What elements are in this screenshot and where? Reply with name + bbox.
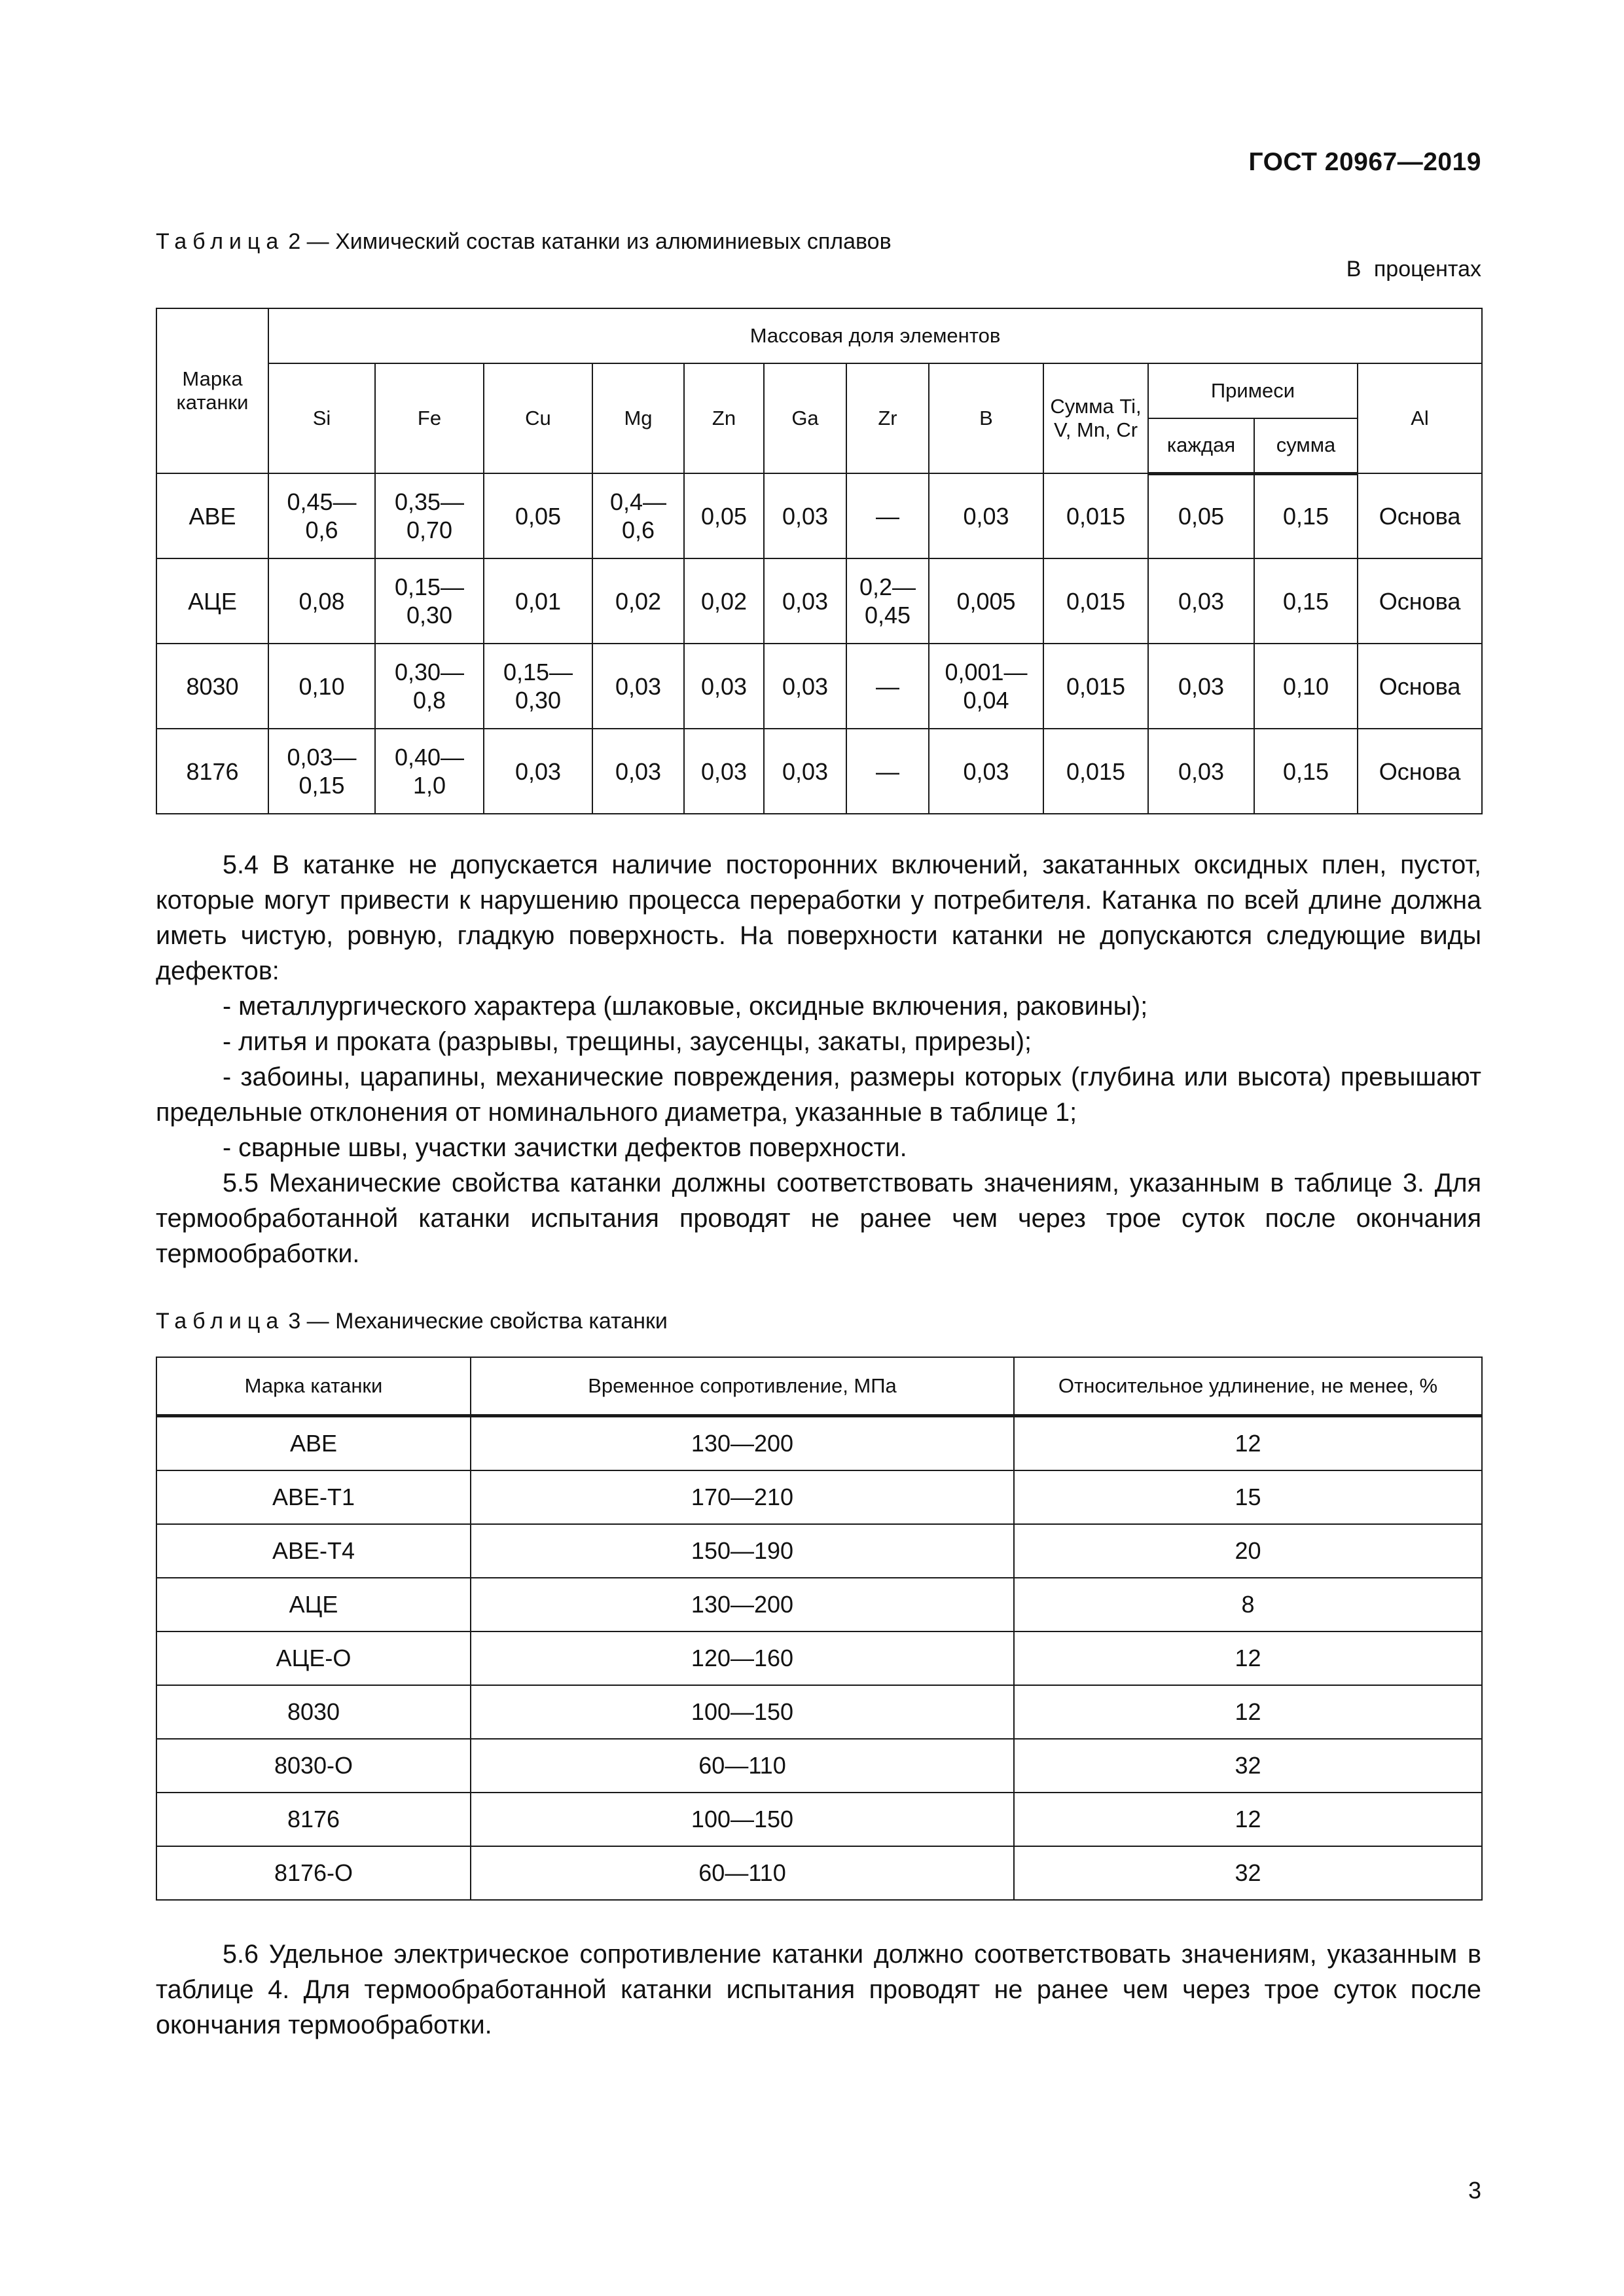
table-cell: 0,30— 0,8 (375, 644, 484, 729)
defect-item-1: - металлургического характера (шлаковые, оксидные включения, раковины); (223, 992, 1148, 1021)
table-row (156, 1846, 1482, 1900)
defect-item-4: - сварные швы, участки зачистки дефектов поверхности. (223, 1133, 907, 1162)
table-cell: 0,15— 0,30 (375, 558, 484, 644)
table-cell: 15 (1014, 1470, 1482, 1524)
table-cell: 0,10 (1254, 644, 1358, 729)
table-cell: 0,03 (764, 473, 846, 558)
table-cell: 0,03 (592, 644, 684, 729)
table-cell: 0,05 (484, 473, 592, 558)
table-cell: 60—110 (471, 1846, 1014, 1900)
table-cell: 0,03 (1148, 729, 1254, 814)
table-cell: 0,15 (1254, 558, 1358, 644)
table-row (156, 1685, 1482, 1739)
mechanical-properties-table (156, 1357, 1483, 1901)
table-cell: 0,4— 0,6 (592, 473, 684, 558)
table-cell: 0,03 (764, 729, 846, 814)
table-cell: 0,15 (1254, 473, 1358, 558)
table-cell: АВЕ (156, 1416, 471, 1471)
paragraph-5-4: 5.4 В катанке не допускается наличие посторонних включений, закатанных оксидных плен, пустот, которые могут привести к нарушению процесса переработки у потребителя. Катанка по всей длине должна иметь чистую, ровную, гладкую поверхность. На поверхности катанки не допускаются следующие виды дефектов: (156, 850, 1481, 985)
table-cell: Основа (1358, 558, 1482, 644)
header-sum-tivmncr: Сумма Ti, V, Mn, Cr (1043, 363, 1148, 473)
table-cell: 32 (1014, 1846, 1482, 1900)
table-cell: 0,03 (684, 644, 764, 729)
table-row (156, 1470, 1482, 1524)
table-cell: Основа (1358, 473, 1482, 558)
table-row (156, 644, 1482, 729)
header-mark: Марка катанки (156, 308, 268, 473)
table-cell: 0,015 (1043, 729, 1148, 814)
table-cell: 8176-О (156, 1846, 471, 1900)
table-cell: 8176 (156, 729, 268, 814)
table-cell: 100—150 (471, 1685, 1014, 1739)
table-row (156, 1793, 1482, 1846)
table-row (156, 1739, 1482, 1793)
table-cell: 0,45— 0,6 (268, 473, 375, 558)
table-cell: 0,2— 0,45 (846, 558, 929, 644)
table-cell: 12 (1014, 1631, 1482, 1685)
table-row (156, 473, 1482, 558)
header-mass-fraction: Массовая доля элементов (268, 308, 1482, 363)
table-cell: 0,01 (484, 558, 592, 644)
table-cell: 0,02 (684, 558, 764, 644)
table-cell: 0,15— 0,30 (484, 644, 592, 729)
table-cell: 0,08 (268, 558, 375, 644)
defect-item-3: - забоины, царапины, механические повреждения, размеры которых (глубина или высота) превышают предельные отклонения от номинального диаметра, указанные в таблице 1; (156, 1063, 1481, 1127)
table-cell: 32 (1014, 1739, 1482, 1793)
table-cell: 0,03 (592, 729, 684, 814)
table-cell: 0,03— 0,15 (268, 729, 375, 814)
table-cell: 0,10 (268, 644, 375, 729)
table-cell: 0,015 (1043, 644, 1148, 729)
table-cell: 0,02 (592, 558, 684, 644)
header-tensile-strength: Временное сопротивление, МПа (471, 1357, 1014, 1416)
table2-caption-label: Таблица (156, 229, 285, 254)
section-5-4-5-5 (156, 847, 1481, 1271)
table-cell: 0,03 (929, 729, 1043, 814)
table-cell: 0,03 (684, 729, 764, 814)
table-cell: АЦЕ (156, 558, 268, 644)
table-cell: 0,005 (929, 558, 1043, 644)
header-zr: Zr (846, 363, 929, 473)
page-number: 3 (1468, 2177, 1481, 2204)
header-mg: Mg (592, 363, 684, 473)
table-cell: 0,40— 1,0 (375, 729, 484, 814)
table-cell: 0,03 (484, 729, 592, 814)
table-cell: 60—110 (471, 1739, 1014, 1793)
header-b: B (929, 363, 1043, 473)
table-cell: Основа (1358, 644, 1482, 729)
header-si: Si (268, 363, 375, 473)
table-cell: 8176 (156, 1793, 471, 1846)
table-cell: 120—160 (471, 1631, 1014, 1685)
header-mark: Марка катанки (156, 1357, 471, 1416)
chemical-composition-table (156, 308, 1483, 814)
table-cell: 0,03 (929, 473, 1043, 558)
table-cell: 0,35— 0,70 (375, 473, 484, 558)
table-cell: — (846, 644, 929, 729)
table2-units: В процентах (1346, 257, 1481, 282)
table-cell: — (846, 729, 929, 814)
table-cell: 0,03 (764, 644, 846, 729)
table-cell: 130—200 (471, 1416, 1014, 1471)
table-cell: 100—150 (471, 1793, 1014, 1846)
header-impurities: Примеси (1148, 363, 1358, 418)
header-elongation: Относительное удлинение, не менее, % (1014, 1357, 1482, 1416)
section-5-6 (156, 1937, 1481, 2043)
header-ga: Ga (764, 363, 846, 473)
table-cell: 0,03 (1148, 644, 1254, 729)
header-total: сумма (1254, 418, 1358, 473)
table-cell: 0,015 (1043, 558, 1148, 644)
table3-caption (156, 1309, 668, 1334)
table-cell: АВЕ-Т4 (156, 1524, 471, 1578)
table-cell: 12 (1014, 1685, 1482, 1739)
table-cell: 0,05 (684, 473, 764, 558)
table-cell: 0,15 (1254, 729, 1358, 814)
table-cell: АЦЕ (156, 1578, 471, 1631)
header-each: каждая (1148, 418, 1254, 473)
header-cu: Cu (484, 363, 592, 473)
table-cell: 130—200 (471, 1578, 1014, 1631)
paragraph-5-6: 5.6 Удельное электрическое сопротивление катанки должно соответствовать значениям, указанным в таблице 4. Для термообработанной катанки испытания проводят не ранее чем через трое суток после окончания термообработки. (156, 1940, 1481, 2039)
table-cell: Основа (1358, 729, 1482, 814)
table-row (156, 729, 1482, 814)
table-row (156, 1578, 1482, 1631)
table-cell: 0,03 (1148, 558, 1254, 644)
table3-caption-text: 3 — Механические свойства катанки (288, 1309, 668, 1334)
defect-item-2: - литья и проката (разрывы, трещины, заусенцы, закаты, прирезы); (223, 1027, 1032, 1056)
table-cell: 12 (1014, 1416, 1482, 1471)
table-cell: 8030-О (156, 1739, 471, 1793)
header-al: Al (1358, 363, 1482, 473)
table3-caption-label: Таблица (156, 1309, 285, 1334)
table-cell: 8030 (156, 644, 268, 729)
table-cell: 0,03 (764, 558, 846, 644)
table-cell: 20 (1014, 1524, 1482, 1578)
table-cell: 150—190 (471, 1524, 1014, 1578)
table-row (156, 1416, 1482, 1471)
header-fe: Fe (375, 363, 484, 473)
table-cell: 0,05 (1148, 473, 1254, 558)
document-code: ГОСТ 20967—2019 (1248, 148, 1481, 176)
table-cell: 0,015 (1043, 473, 1148, 558)
table-row (156, 1524, 1482, 1578)
paragraph-5-5: 5.5 Механические свойства катанки должны соответствовать значениям, указанным в таблице 3. Для термообработанной катанки испытания проводят не ранее чем через трое суток после окончания термообработки. (156, 1169, 1481, 1268)
header-zn: Zn (684, 363, 764, 473)
table2-caption-text: 2 — Химический состав катанки из алюминиевых сплавов (288, 229, 892, 254)
table-cell: АВЕ-Т1 (156, 1470, 471, 1524)
table-cell: — (846, 473, 929, 558)
table-cell: 170—210 (471, 1470, 1014, 1524)
table-cell: АВЕ (156, 473, 268, 558)
table-cell: 0,001— 0,04 (929, 644, 1043, 729)
table2-caption (156, 229, 892, 255)
table-row (156, 558, 1482, 644)
table-cell: 8 (1014, 1578, 1482, 1631)
table-cell: 8030 (156, 1685, 471, 1739)
table-cell: 12 (1014, 1793, 1482, 1846)
table-row (156, 1631, 1482, 1685)
table-cell: АЦЕ-О (156, 1631, 471, 1685)
